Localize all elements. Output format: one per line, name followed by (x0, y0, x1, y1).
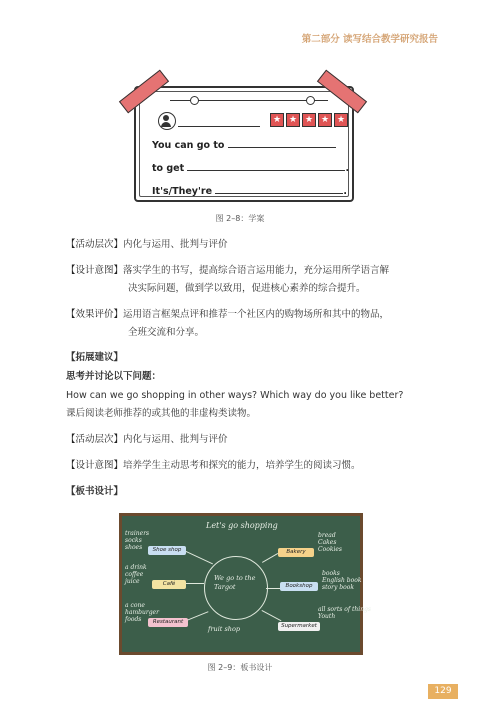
figure-caption: 图 2–8：学案 (215, 214, 265, 223)
section-heading: 【拓展建议】 (66, 352, 124, 363)
board-note: fruit shop (208, 625, 241, 633)
paragraph: 思考并讨论以下问题： (66, 371, 162, 382)
figure-caption: 图 2–9：板书设计 (207, 663, 273, 672)
section-heading: 【板书设计】 (66, 486, 124, 497)
shop-card: Café (152, 580, 186, 589)
paragraph: 【效果评价】运用语言框架点评和推荐一个社区内的购物场所和其中的物品， 全班交流和分享。 (66, 309, 390, 338)
board-note: a cone hamburger foods (125, 602, 159, 623)
worksheet-line: to get . (152, 163, 350, 174)
avatar-icon (158, 112, 176, 130)
board-note: a drink coffee juice (125, 564, 147, 585)
shop-card: Supermarket (278, 622, 320, 631)
board-title: Let's go shopping (206, 521, 278, 530)
worksheet-card (134, 86, 354, 202)
shop-card: Bakery (278, 548, 314, 557)
paragraph: 【活动层次】内化与运用、批判与评价 (66, 434, 228, 445)
star-icon: ★ (286, 113, 300, 127)
paragraph: 【设计意图】落实学生的书写，提高综合语言运用能力，充分运用所学语言解 决实际问题，做到学以致用，促进核心素养的综合提升。 (66, 265, 390, 294)
pin-icon (306, 96, 315, 105)
shop-card: Bookshop (280, 582, 318, 591)
star-icon: ★ (270, 113, 284, 127)
paragraph: 【设计意图】培养学生主动思考和探究的能力，培养学生的阅读习惯。 (66, 460, 361, 471)
board-note: all sorts of things Youth (318, 606, 371, 620)
star-icon: ★ (334, 113, 348, 127)
board-note: books English book story book (322, 570, 362, 591)
board-note: trainers socks shoes (125, 530, 150, 551)
rating-stars (270, 113, 348, 127)
worksheet-figure (128, 78, 358, 204)
paragraph: 【活动层次】内化与运用、批判与评价 (66, 239, 228, 250)
paragraph: 课后阅读老师推荐的或其他的非虚构类读物。 (66, 408, 257, 419)
board-note: bread Cakes Cookies (318, 532, 342, 553)
pin-icon (190, 96, 199, 105)
page-number: 129 (428, 684, 458, 699)
board-center-text: We go to the Targot (214, 574, 256, 591)
star-icon: ★ (318, 113, 332, 127)
worksheet-line: It's/They're . (152, 186, 347, 197)
shop-card: Shoe shop (148, 546, 186, 555)
running-header: 第二部分 读写结合教学研究报告 (301, 34, 438, 45)
blackboard-photo (119, 513, 371, 655)
star-icon: ★ (302, 113, 316, 127)
paragraph: How can we go shopping in other ways? Which way do you like better? (66, 390, 404, 401)
shop-card: Restaurant (148, 618, 188, 627)
name-blank (178, 126, 260, 127)
worksheet-line: You can go to (152, 138, 336, 151)
